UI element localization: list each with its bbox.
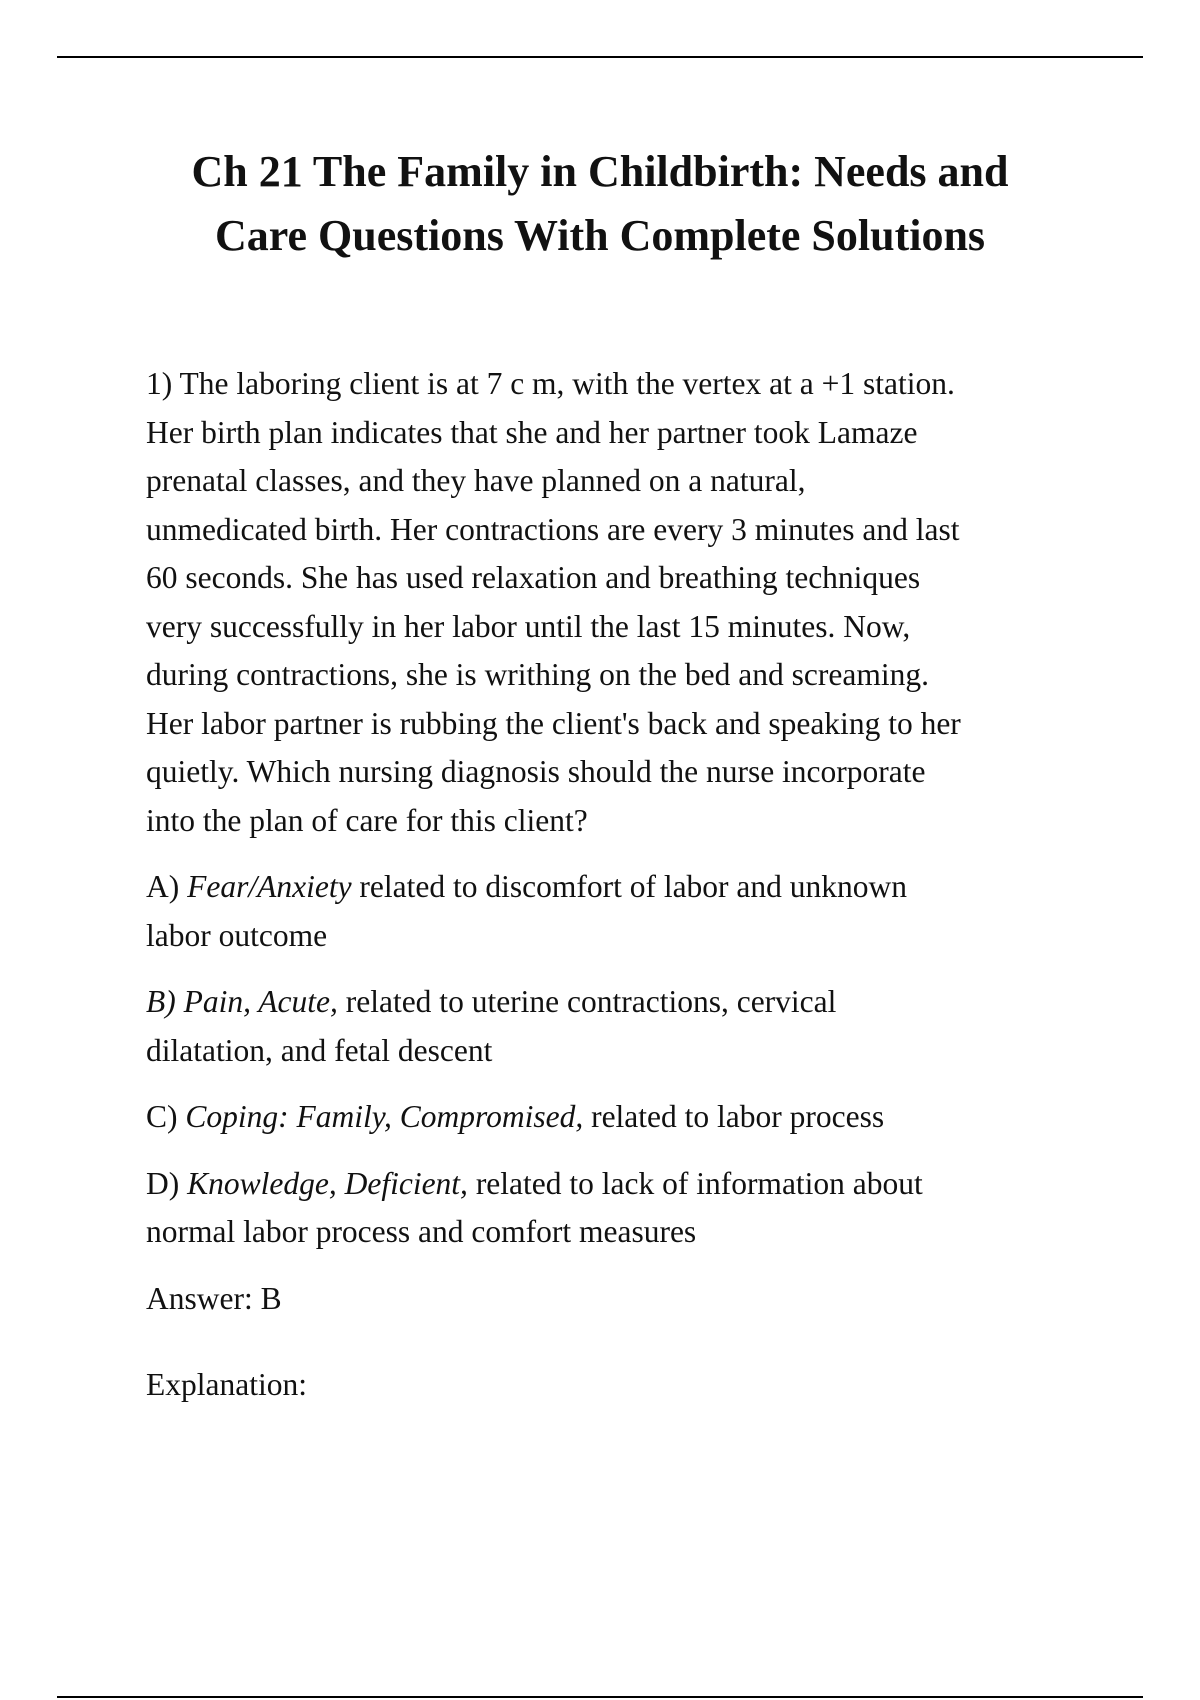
question-block	[146, 360, 1091, 1410]
option-b-diagnosis: B) Pain, Acute,	[146, 984, 338, 1019]
question-line: Her birth plan indicates that she and her partner took Lamaze	[146, 414, 918, 450]
option-c-letter: C)	[146, 1099, 186, 1134]
option-d-letter: D)	[146, 1165, 188, 1201]
option-c-diagnosis: Coping: Family, Compromised,	[185, 1099, 584, 1134]
document-title	[100, 140, 1100, 268]
question-line: prenatal classes, and they have planned on a natural,	[146, 463, 806, 498]
option-a-letter: A)	[146, 869, 188, 904]
option-d-diagnosis: Knowledge, Deficient,	[187, 1165, 468, 1201]
question-line: very successfully in her labor until the last 15 minutes. Now,	[146, 608, 911, 644]
explanation-label: Explanation:	[146, 1367, 307, 1402]
title-line-2: Care Questions With Complete Solutions	[214, 211, 986, 260]
option-d-text: related to lack of information about	[467, 1165, 923, 1201]
option-b-text: related to uterine contractions, cervical	[337, 984, 837, 1019]
question-text	[146, 360, 1091, 845]
option-a-text: related to discomfort of labor and unknown	[351, 869, 908, 904]
top-divider	[57, 56, 1143, 58]
question-line: into the plan of care for this client?	[146, 802, 588, 838]
option-d	[146, 1160, 1091, 1257]
title-line-1: Ch 21 The Family in Childbirth: Needs and	[191, 147, 1009, 196]
option-c-text: related to labor process	[583, 1099, 885, 1134]
bottom-divider	[57, 1696, 1143, 1698]
option-a-diagnosis: Fear/Anxiety	[187, 869, 352, 904]
option-a-line-2: labor outcome	[146, 917, 328, 953]
option-a	[146, 863, 1091, 960]
option-b-line-1	[146, 978, 1091, 1027]
question-line: quietly. Which nursing diagnosis should the nurse incorporate	[146, 754, 926, 789]
option-b-line-2: dilatation, and fetal descent	[146, 1032, 493, 1068]
option-a-line-1	[146, 863, 1091, 912]
option-b	[146, 978, 1091, 1075]
question-line: unmedicated birth. Her contractions are every 3 minutes and last	[146, 511, 960, 547]
answer-text: Answer: B	[146, 1280, 282, 1316]
option-c	[146, 1093, 1091, 1142]
option-d-line-2: normal labor process and comfort measures	[146, 1214, 697, 1249]
question-line: Her labor partner is rubbing the client's back and speaking to her	[146, 705, 961, 741]
option-c-line-1	[146, 1093, 1091, 1142]
question-line: 1) The laboring client is at 7 c m, with the vertex at a +1 station.	[146, 366, 955, 401]
question-line: 60 seconds. She has used relaxation and breathing techniques	[146, 560, 921, 595]
option-d-line-1	[146, 1160, 1091, 1209]
question-line: during contractions, she is writhing on the bed and screaming.	[146, 657, 929, 692]
